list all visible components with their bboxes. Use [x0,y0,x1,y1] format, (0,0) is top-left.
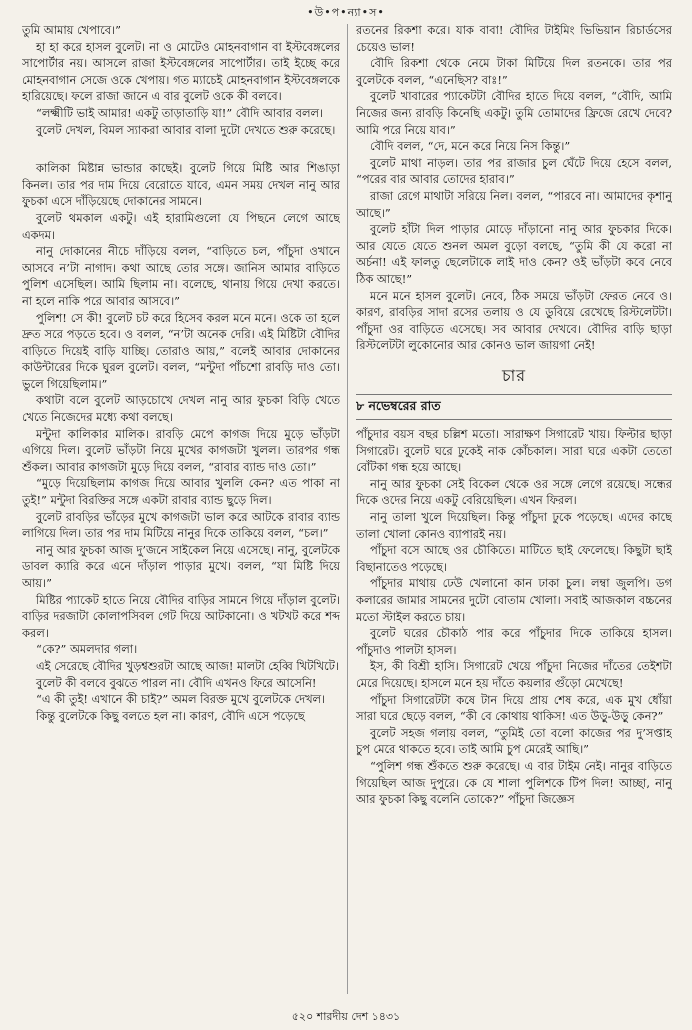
paragraph: ইস, কী বিশ্রী হাসি। সিগারেট খেয়ে পাঁচুদা নিজের দাঁতের তেইশটা মেরে দিয়েছে। হাসলে মনে হয় দাঁতে কয়লার গুঁড়ো মেখেছে! [356,659,672,690]
paragraph: মিষ্টির প্যাকেট হাতে নিয়ে বৌদির বাড়ির সামনে গিয়ে দাঁড়াল বুলেট। বাড়ির দরজাটা কোলাপসিবল গেট দিয়ে আটকানো। ও খটখট করে শব্দ করল। [22,592,340,640]
paragraph: হা হা করে হাসল বুলেট। না ও মোটেও মোহনবাগান বা ইস্টবেঙ্গলের সাপোর্টার নয়। আসলে রাজা ইস্টবেঙ্গলের সাপোর্টার। তাই ইচ্ছে করে মোহনবাগান সেজে ওকে খেপায়। গত ম্যাচেই মোহনবাগান ইস্টবেঙ্গলকে হারিয়েছে। ফলে রাজা জানে এ বার বুলেট ওকে কী বলবে। [22,39,340,104]
left-column [22,22,340,1000]
paragraph: কথাটা বলে বুলেট আড়চোখে দেখল নানু আর ফুচকা বিড়ি খেতে খেতে নিজেদের মধ্যে কথা বলছে। [22,393,340,425]
paragraph: বৌদি বলল, “দে, মনে করে নিয়ে নিস কিন্তু।” [370,139,571,154]
paragraph: “পুলিশ গন্ধ শুঁকতে শুরু করেছে। এ বার টাইম নেই। নানুর বাড়িতে গিয়েছিল আজ দুপুরে। কে যে শালা পুলিশকে টিপ দিল! আচ্ছা, নানু আর ফুচকা কিছু বলেনি তোকে?” পাঁচুদা জিজ্ঞেস [356,758,672,807]
paragraph: বৌদি রিকশা থেকে নেমে টাকা মিটিয়ে দিল রতনকে। তার পর বুলেটকে বলল, “এনেছিস? বাঃ!” [356,56,672,87]
paragraph: নানু তালা খুলে দিয়েছিল। কিন্তু পাঁচুদা ঢুকে পড়েছে। এদের কাছে তালা খোলা কোনও ব্যাপারই নয়। [356,510,672,541]
paragraph: বুলেট ঘরের চৌকাঠ পার করে পাঁচুদার দিকে তাকিয়ে হাসল। পাঁচুদাও পালটা হাসল। [356,626,672,657]
right-column-top [356,22,672,354]
paragraph: নানু আর ফুচকা সেই বিকেল থেকে ওর সঙ্গে লেগে রয়েছে। সন্ধের দিকে ওদের নিয়ে একটু বেরিয়েছিল। এখন ফিরল। [356,476,672,508]
page-header: •উ•প•ন্যা•স• [307,6,385,19]
right-column-bottom [356,426,672,808]
paragraph: “লক্ষ্মীটি ভাই আমার! একটু তাড়াতাড়ি যা!” বৌদি আবার বলল। [36,105,324,120]
paragraph: মনে মনে হাসল বুলেট। নেবে, ঠিক সময়ে ভাঁড়টা ফেরত নেবে ও। কারণ, রাবড়ির সাদা রসের তলায় ও যে ডুবিয়ে রেখেছে রিস্টলেটটা। পাঁচুদা ওর বাড়িতে এসেছে। সব আবার দেখবে। বৌদির বাড়ি ছাড়া রিস্টলেটটা লুকোনোর আর কোনও ভাল জায়গা নেই! [356,288,672,353]
paragraph: বুলেট হাঁটা দিল পাড়ার মোড়ে দাঁড়ানো নানু আর ফুচকার দিকে। আর যেতে যেতে শুনল অমল বুড়ো বলছে, “তুমি কী যে করো না অর্চনা! এই ফালতু ছেলেটাকে লাই দাও কেন? ওই ভাঁড়টা কবে নেবে ঠিক আছে!” [356,222,672,286]
paragraph: নানু আর ফুচকা আজ দু’জনে সাইকেল নিয়ে এসেছে। নানু, বুলেটকে ডাবল ক্যারি করে এনে দাঁড়াল পাড়ার মুখে। বলল, “যা মিষ্টি দিয়ে আয়।” [22,542,340,590]
paragraph: বুলেট মাথা নাড়ল। তার পর রাজার চুল ঘেঁটে দিয়ে হেসে বলল, “পরের বার আবার তোদের হারাব।” [356,155,672,187]
paragraph: “এ কী তুই! এখানে কী চাই?” অমল বিরক্ত মুখে বুলেটকে দেখল। [36,692,326,707]
paragraph: বুলেট সহজ গলায় বলল, “তুমিই তো বলো কাজের পর দু’সপ্তাহ চুপ মেরে থাকতে হবে। তাই আমি চুপ মেরেই আছি।” [356,725,672,757]
right-column [356,22,672,1000]
paragraph: নানু দোকানের নীচে দাঁড়িয়ে বলল, “বাড়িতে চল, পাঁচুদা ওখানে আসবে ন’টা নাগাদ। কথা আছে তোর সঙ্গে। জানিস আমার বাড়িতে পুলিশ এসেছিল। আমি ছিলাম না। বলেছে, থানায় গিয়ে দেখা করতে। না হলে নাকি পরে আবার আসবে।” [22,244,340,308]
paragraph: বুলেট দেখল, বিমল স্যাকরা আবার বালা দুটো দেখতে শুরু করেছে। [36,122,336,137]
paragraph: “মুড়ে দিয়েছিলাম কাগজ দিয়ে আবার খুললি কেন? এত পাকা না তুই!” মন্টুদা বিরক্তির সঙ্গে একটা রাবার ব্যান্ড ছুড়ে দিল। [22,476,340,508]
page-footer: ৫২০ শারদীয় দেশ ১৪৩১ [291,1010,401,1023]
column-divider [347,24,348,994]
paragraph: রতনের রিকশা করে। যাক বাবা! বৌদির টাইমিং ভিভিয়ান রিচার্ডসের চেয়েও ভাল! [356,23,672,54]
chapter-title: চার [501,365,527,385]
paragraph: পুলিশ! সে কী! বুলেট চট করে হিসেব করল মনে মনে। ওকে তা হলে দ্রুত সরে পড়তে হবে। ও বলল, “ন’টা অনেক দেরি। এই মিষ্টিটা বৌদির বাড়িতে দিয়েই বাড়ি যাচ্ছি। তোরাও আয়,” বলেই আবার দোকানের কাউন্টারের দিকে ঘুরল বুলেট। বলল, “মন্টুদা পাঁচশো রাবড়ি দাও তো। ভুলে গিয়েছিলাম।” [22,310,340,391]
paragraph: বুলেট রাবড়ির ভাঁড়ের মুখে কাগজটা ভাল করে আটকে রাবার ব্যান্ড লাগিয়ে দিল। তার পর দাম মিটিয়ে নানুর দিকে তাকিয়ে বলল, “চল।” [22,509,340,541]
paragraph: কিন্তু বুলেটকে কিছু বলতে হল না। কারণ, বৌদি এসে পড়েছে [36,708,305,723]
paragraph: বুলেট কী বলবে বুঝতে পারল না। বৌদি এখনও ফিরে আসেনি! [36,675,317,690]
paragraph: রাজা রেগে মাথাটা সরিয়ে নিল। বলল, “পারবে না। আমাদের কৃশানু আছে।” [356,188,672,220]
paragraph: কালিকা মিষ্টান্ন ভান্ডার কাছেই। বুলেট গিয়ে মিষ্টি আর শিঙাড়া কিনল। তার পর দাম দিয়ে বেরোতে যাবে, এমন সময় দেখল নানু আর ফুচকা এসে দাঁড়িয়েছে দোকানের সামনে। [22,161,340,209]
paragraph: পাঁচুদা সিগারেটটা কষে টান দিয়ে প্রায় শেষ করে, এক মুখ ধোঁয়া সারা ঘরে ছেড়ে বলল, “কী বে কোথায় থাকিস! এত উড়ু-উড়ু কেন?” [356,692,672,724]
paragraph: পাঁচুদার মাথায় ঢেউ খেলানো কান ঢাকা চুল। লম্বা জুলপি। ডগ কলারের জামার সামনের দুটো বোতাম খোলা। সবাই আজকাল বচ্চনের মতো স্টাইল করতে চায়। [356,576,672,624]
paragraph: এই সেরেছে বৌদির খুড়শ্বশুরটা আছে আজ! মালটা হেব্বি খিটখিটে। [36,658,339,673]
paragraph: তুমি আমায় খেপাবে।” [22,23,121,37]
paragraph: মন্টুদা কালিকার মালিক। রাবড়ি মেপে কাগজ দিয়ে মুড়ে ভাঁড়টা এগিয়ে দিল। বুলেট ভাঁড়টা নিয়ে মুখের কাগজটা খুলল। তারপর গন্ধ শুঁকল। আবার কাগজটা মুড়ে দিয়ে বলল, “রাবার ব্যান্ড দাও তো।” [22,426,340,474]
paragraph: “কে?” অমলদার গলা। [36,642,138,657]
paragraph: বুলেট থমকাল একটু। এই হারামিগুলো যে পিছনে লেগে আছে একদম। [22,210,340,242]
paragraph: পাঁচুদার বয়স বছর চল্লিশ মতো। সারাক্ষণ সিগারেট খায়। ফিল্টার ছাড়া সিগারেট। বুলেট ঘরে ঢুকেই নাক কোঁচকাল। সারা ঘরে একটা তেতো বোঁটকা গন্ধ হয়ে আছে। [356,427,672,475]
paragraph: পাঁচুদা বসে আছে ওর চৌকিতে। মাটিতে ছাই ফেলেছে। কিছুটা ছাই বিছানাতেও পড়েছে। [356,543,672,574]
paragraph: বুলেট খাবারের প্যাকেটটা বৌদির হাতে দিয়ে বলল, “বৌদি, আমি নিজের জন্য রাবড়ি কিনেছি একটু। তুমি তোমাদের ফ্রিজে রেখে দেবে? আমি পরে নিয়ে যাব।” [356,89,672,137]
section-title: ৮ নভেম্বরের রাত [356,394,672,420]
